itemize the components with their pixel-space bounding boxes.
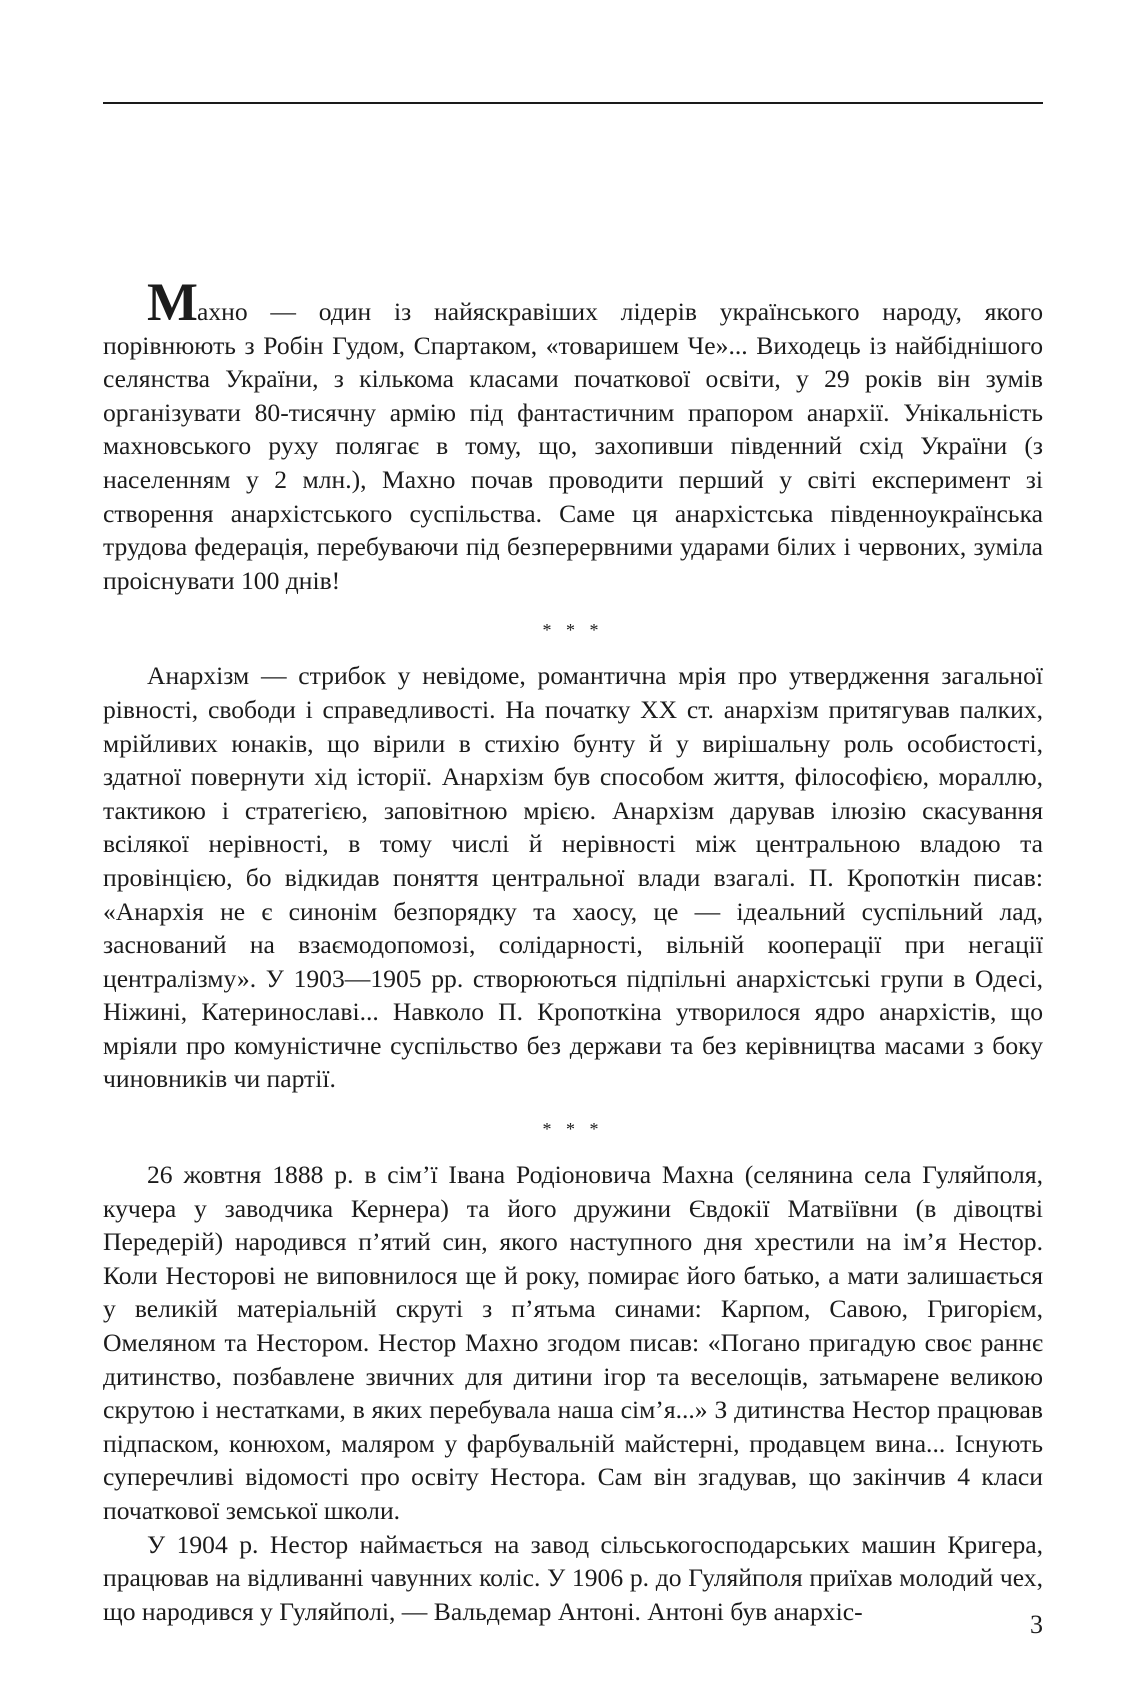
page-number: 3	[1030, 1610, 1043, 1639]
page-body	[103, 272, 1043, 1628]
section-separator: * * *	[542, 1119, 604, 1140]
intro-paragraph-text: ахно — один із найяскравіших лідерів українського народу, якого порівнюють з Робін Гудом, Спартаком, «товаришем Че»... Виходець із найбіднішого селянства України, з кількома класами початкової освіти, у 29 років він зумів організувати 80-тисячну армію під фантастичним прапором анархії. Унікальність махновського руху полягає в тому, що, захопивши південний схід України (з населенням у 2 млн.), Махно почав проводити перший у світі експеримент зі створення анархістського суспільства. Саме ця анархістська південноукраїнська трудова федерація, перебуваючи під безперервними ударами білих і червоних, зуміла проіснувати 100 днів!	[103, 297, 1043, 595]
anarchism-paragraph: Анархізм — стрибок у невідоме, романтична мрія про утвердження загальної рівності, свободи і справедливості. На початку ХХ ст. анархізм притягував палких, мрійливих юнаків, що вірили в стихію бунту й у вирішальну роль особистості, здатної повернути хід історії. Анархізм був способом життя, філософією, мораллю, тактикою і стратегією, заповітною мрією. Анархізм дарував ілюзію скасування всілякої нерівності, в тому числі й нерівності між центральною владою та провінцією, бо відкидав поняття центральної влади взагалі. П. Кропоткін писав: «Анархія не є синонім безпорядку та хаосу, це — ідеальний суспільний лад, заснований на взаємодопомозі, солідарності, вільній кооперації при негації централізму». У 1903—1905 рр. створюються підпільні анархістські групи в Одесі, Ніжині, Катеринославі... Навколо П. Кропоткіна утворилося ядро анархістів, що мріяли про комуністичне суспільство без держави та без керівництва масами з боку чиновників чи партії.	[103, 661, 1043, 1094]
header-rule	[103, 102, 1043, 104]
section-separator: * * *	[542, 620, 604, 641]
biography-paragraph: 26 жовтня 1888 р. в сім’ї Івана Родіоновича Махна (селянина села Гуляйполя, кучера у заводчика Кернера) та його дружини Євдокії Матвіївни (в дівоцтві Передерій) народився п’ятий син, якого наступного дня хрестили на ім’я Нестор. Коли Несторові не виповнилося ще й року, помирає його батько, а мати залишається у великій матеріальній скруті з п’ятьма синами: Карпом, Савою, Григорієм, Омеляном та Нестором. Нестор Махно згодом писав: «Погано пригадую своє раннє дитинство, позбавлене звичних для дитини ігор та веселощів, затьмарене великою скрутою і нестатками, в яких перебувала наша сім’я...» З дитинства Нестор працював підпаском, конюхом, маляром у фарбувальній майстерні, продавцем вина... Існують суперечливі відомості про освіту Нестора. Сам він згадував, що закінчив 4 класи початкової земської школи.	[103, 1160, 1043, 1525]
factory-paragraph: У 1904 р. Нестор наймається на завод сільськогосподарських машин Кригера, працював на відливанні чавунних коліс. У 1906 р. до Гуляйполя приїхав молодий чех, що народився у Гуляйполі, — Вальдемар Антоні. Антоні був анархіс-	[103, 1529, 1043, 1626]
intro-paragraph	[103, 272, 1043, 597]
drop-cap: М	[147, 272, 197, 332]
